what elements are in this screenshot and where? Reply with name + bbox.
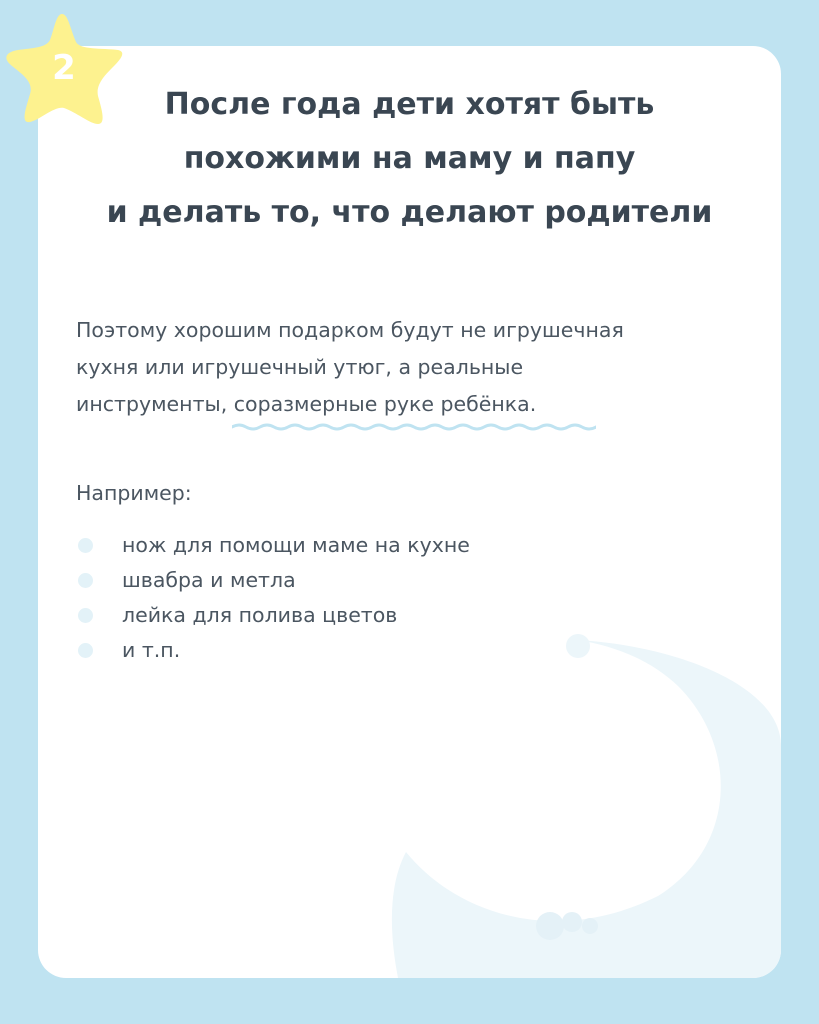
highlighted-phrase (234, 386, 537, 423)
page-title (38, 78, 781, 240)
paragraph-line: кухня или игрушечный утюг, а реальные (76, 355, 524, 379)
list-item-text: лейка для полива цветов (122, 603, 398, 627)
bullet-icon (78, 538, 93, 553)
list-item (74, 565, 470, 600)
bullet-icon (78, 608, 93, 623)
examples-list (74, 530, 470, 670)
list-item (74, 600, 470, 635)
list-item (74, 635, 470, 670)
paragraph-line (76, 386, 756, 423)
bullet-icon (78, 643, 93, 658)
list-item-text: швабра и метла (122, 568, 296, 592)
list-item (74, 530, 470, 565)
paragraph-line: Поэтому хорошим подарком будут не игрушечная (76, 318, 624, 342)
title-line: и делать то, что делают родители (106, 195, 713, 230)
wavy-underline (232, 422, 596, 432)
highlight-text: соразмерные руке ребёнка. (233, 392, 537, 416)
examples-lead: Например: (76, 481, 192, 505)
title-line: После года дети хотят быть (164, 87, 655, 122)
intro-paragraph (76, 312, 756, 423)
list-item-text: и т.п. (122, 638, 181, 662)
list-item-text: нож для помощи маме на кухне (122, 533, 470, 557)
step-number: 2 (52, 48, 76, 88)
bullet-icon (78, 573, 93, 588)
title-line: похожими на маму и папу (183, 141, 636, 176)
paragraph-text: инструменты, (76, 392, 228, 416)
